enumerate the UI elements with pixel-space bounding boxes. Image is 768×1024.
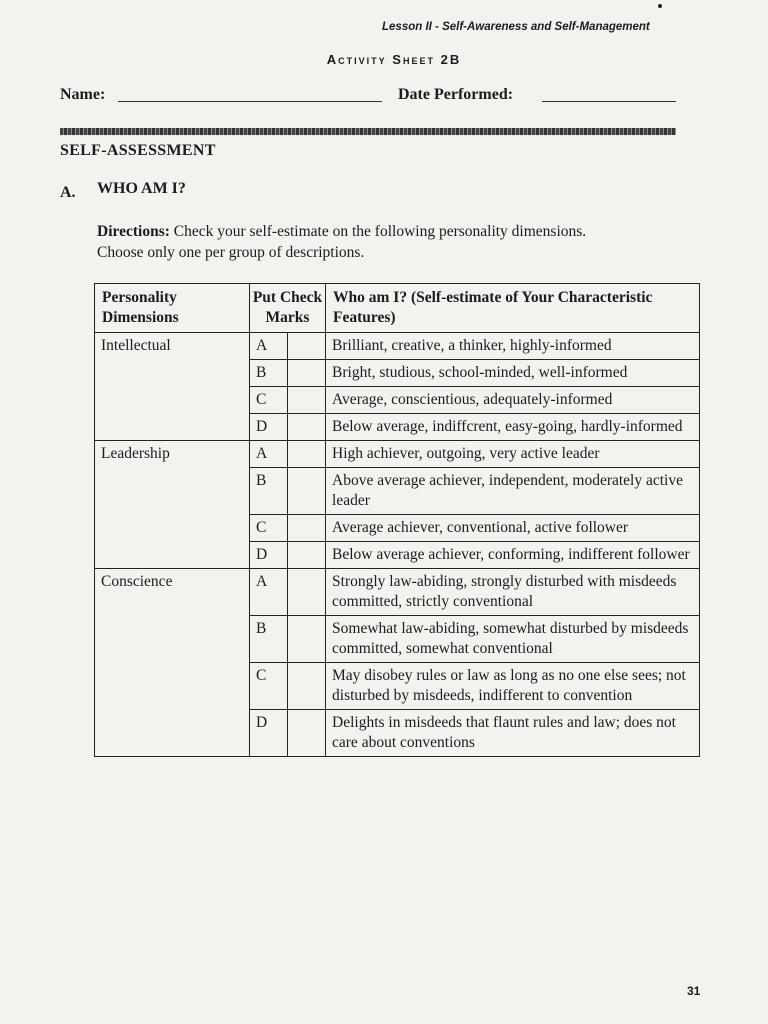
option-letter: C xyxy=(250,387,288,414)
option-description: Average, conscientious, adequately-informed xyxy=(326,387,700,414)
date-performed-label: Date Performed: xyxy=(398,86,514,103)
date-performed-field[interactable] xyxy=(542,101,676,102)
directions-text-2: Choose only one per group of descriptions. xyxy=(97,244,365,261)
self-assessment-table xyxy=(94,283,700,757)
option-description: Brilliant, creative, a thinker, highly-informed xyxy=(326,333,700,360)
page-number: 31 xyxy=(687,984,701,998)
divider-rule xyxy=(60,128,676,135)
name-field[interactable] xyxy=(118,101,382,102)
option-description: Below average, indiffcrent, easy-going, hardly-informed xyxy=(326,414,700,441)
check-mark-box[interactable] xyxy=(288,542,326,569)
activity-sheet-title: Activity Sheet 2B xyxy=(326,52,462,67)
check-mark-box[interactable] xyxy=(288,569,326,616)
check-mark-box[interactable] xyxy=(288,387,326,414)
option-description: Below average achiever, conforming, indifferent follower xyxy=(326,542,700,569)
option-description: May disobey rules or law as long as no one else sees; not disturbed by misdeeds, indifferent to convention xyxy=(326,663,700,710)
directions-line-1 xyxy=(97,221,697,242)
option-description: Delights in misdeeds that flaunt rules and law; does not care about conventions xyxy=(326,710,700,757)
dimension-label: Intellectual xyxy=(95,333,250,441)
directions xyxy=(97,221,697,263)
option-letter: D xyxy=(250,542,288,569)
part-title: WHO AM I? xyxy=(97,180,186,197)
option-letter: A xyxy=(250,441,288,468)
name-label: Name: xyxy=(60,86,106,103)
check-mark-box[interactable] xyxy=(288,616,326,663)
check-mark-box[interactable] xyxy=(288,515,326,542)
option-letter: B xyxy=(250,360,288,387)
dimension-label: Conscience xyxy=(95,569,250,757)
header-who-am-i: Who am I? (Self-estimate of Your Characteristic Features) xyxy=(326,284,700,333)
directions-text-1: Check your self-estimate on the following personality dimensions. xyxy=(169,223,587,240)
table-row xyxy=(95,333,700,360)
check-mark-box[interactable] xyxy=(288,710,326,757)
header-check-marks: Put Check Marks xyxy=(250,284,326,333)
lesson-header: Lesson II - Self-Awareness and Self-Management xyxy=(382,21,650,33)
option-letter: D xyxy=(250,414,288,441)
option-description: Bright, studious, school-minded, well-informed xyxy=(326,360,700,387)
table-header-row xyxy=(95,284,700,333)
table-row xyxy=(95,569,700,616)
option-letter: D xyxy=(250,710,288,757)
directions-label: Directions: xyxy=(97,223,170,240)
option-letter: A xyxy=(250,333,288,360)
option-letter: B xyxy=(250,468,288,515)
dimension-label: Leadership xyxy=(95,441,250,569)
option-letter: B xyxy=(250,616,288,663)
option-description: High achiever, outgoing, very active leader xyxy=(326,441,700,468)
check-mark-box[interactable] xyxy=(288,441,326,468)
ink-dot xyxy=(658,4,662,8)
option-description: Somewhat law-abiding, somewhat disturbed by misdeeds committed, somewhat conventional xyxy=(326,616,700,663)
section-title: SELF-ASSESSMENT xyxy=(60,142,216,159)
table-row xyxy=(95,441,700,468)
option-letter: C xyxy=(250,515,288,542)
check-mark-box[interactable] xyxy=(288,414,326,441)
check-mark-box[interactable] xyxy=(288,468,326,515)
option-letter: A xyxy=(250,569,288,616)
option-description: Strongly law-abiding, strongly disturbed with misdeeds committed, strictly conventional xyxy=(326,569,700,616)
option-letter: C xyxy=(250,663,288,710)
header-personality-dimensions: Personality Dimensions xyxy=(95,284,250,333)
option-description: Above average achiever, independent, moderately active leader xyxy=(326,468,700,515)
part-letter: A. xyxy=(60,184,76,201)
check-mark-box[interactable] xyxy=(288,333,326,360)
check-mark-box[interactable] xyxy=(288,360,326,387)
option-description: Average achiever, conventional, active follower xyxy=(326,515,700,542)
check-mark-box[interactable] xyxy=(288,663,326,710)
